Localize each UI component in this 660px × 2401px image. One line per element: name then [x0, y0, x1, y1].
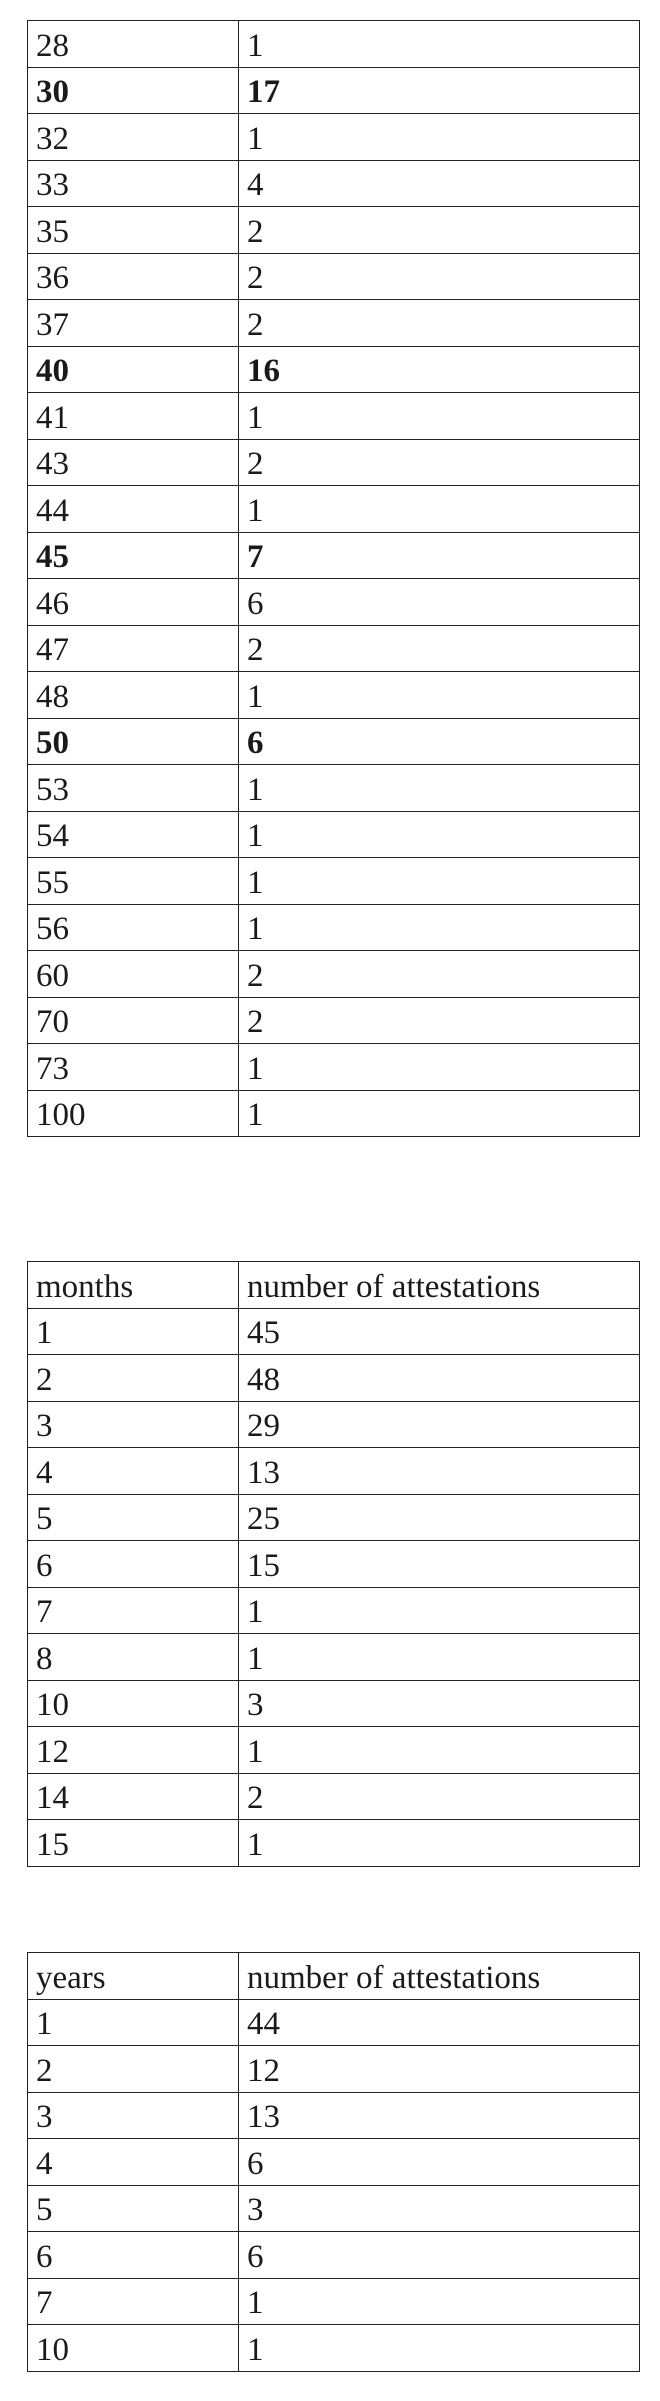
table-header-row: [28, 1953, 640, 2000]
table-row: [28, 2139, 640, 2186]
table-row: [28, 904, 640, 951]
count-cell: 2: [239, 300, 640, 347]
value-cell: 47: [28, 625, 239, 672]
table-row: [28, 532, 640, 579]
table-row: [28, 253, 640, 300]
years-table-body: [28, 1953, 640, 2372]
table-row: [28, 439, 640, 486]
table-row: [28, 393, 640, 440]
value-cell: 3: [28, 2092, 239, 2139]
table-row: [28, 1999, 640, 2046]
table-row: [28, 1727, 640, 1774]
table-row: [28, 1541, 640, 1588]
count-cell: 1: [239, 2278, 640, 2325]
months-table-body: [28, 1262, 640, 1867]
value-cell: 100: [28, 1090, 239, 1137]
table-row: [28, 579, 640, 626]
table-row: [28, 300, 640, 347]
table-row: [28, 2185, 640, 2232]
header-cell-count: number of attestations: [239, 1953, 640, 2000]
table-row: [28, 2278, 640, 2325]
count-cell: 2: [239, 1773, 640, 1820]
count-cell: 6: [239, 579, 640, 626]
table-row: [28, 1773, 640, 1820]
count-cell: 12: [239, 2046, 640, 2093]
count-cell: 7: [239, 532, 640, 579]
value-cell: 60: [28, 951, 239, 998]
count-cell: 13: [239, 1448, 640, 1495]
table-row: [28, 951, 640, 998]
value-cell: 4: [28, 1448, 239, 1495]
table-header-row: [28, 1262, 640, 1309]
value-cell: 32: [28, 114, 239, 161]
table-row: [28, 1090, 640, 1137]
table-row: [28, 625, 640, 672]
value-cell: 14: [28, 1773, 239, 1820]
count-cell: 2: [239, 625, 640, 672]
value-cell: 5: [28, 1494, 239, 1541]
table-row: [28, 811, 640, 858]
count-cell: 2: [239, 997, 640, 1044]
value-cell: 12: [28, 1727, 239, 1774]
table-row: [28, 718, 640, 765]
value-cell: 53: [28, 765, 239, 812]
value-cell: 1: [28, 1308, 239, 1355]
table-row: [28, 1634, 640, 1681]
value-cell: 8: [28, 1634, 239, 1681]
value-cell: 10: [28, 1680, 239, 1727]
table-row: [28, 346, 640, 393]
count-cell: 2: [239, 951, 640, 998]
table-row: [28, 2046, 640, 2093]
count-cell: 1: [239, 393, 640, 440]
value-cell: 1: [28, 1999, 239, 2046]
value-cell: 41: [28, 393, 239, 440]
table-row: [28, 1044, 640, 1091]
table-row: [28, 765, 640, 812]
value-cell: 55: [28, 858, 239, 905]
value-cell: 30: [28, 67, 239, 114]
table-row: [28, 67, 640, 114]
value-cell: 48: [28, 672, 239, 719]
value-cell: 4: [28, 2139, 239, 2186]
table-row: [28, 114, 640, 161]
table-row: [28, 672, 640, 719]
years-table: [27, 1952, 640, 2372]
table-row: [28, 1308, 640, 1355]
count-cell: 1: [239, 486, 640, 533]
header-cell-unit: months: [28, 1262, 239, 1309]
count-cell: 1: [239, 672, 640, 719]
count-cell: 16: [239, 346, 640, 393]
table-row: [28, 1680, 640, 1727]
value-cell: 35: [28, 207, 239, 254]
table-row: [28, 1448, 640, 1495]
value-cell: 7: [28, 1587, 239, 1634]
table-row: [28, 1820, 640, 1867]
table-row: [28, 2092, 640, 2139]
value-cell: 44: [28, 486, 239, 533]
count-cell: 1: [239, 765, 640, 812]
count-cell: 2: [239, 207, 640, 254]
value-cell: 2: [28, 1355, 239, 1402]
table-row: [28, 1401, 640, 1448]
count-cell: 1: [239, 1090, 640, 1137]
table-row: [28, 486, 640, 533]
value-cell: 5: [28, 2185, 239, 2232]
count-cell: 1: [239, 114, 640, 161]
value-cell: 73: [28, 1044, 239, 1091]
count-cell: 2: [239, 439, 640, 486]
value-cell: 43: [28, 439, 239, 486]
table-row: [28, 1587, 640, 1634]
header-cell-unit: years: [28, 1953, 239, 2000]
count-cell: 48: [239, 1355, 640, 1402]
months-table: [27, 1261, 640, 1867]
count-cell: 15: [239, 1541, 640, 1588]
count-cell: 6: [239, 718, 640, 765]
value-cell: 10: [28, 2325, 239, 2372]
value-cell: 56: [28, 904, 239, 951]
value-cell: 33: [28, 160, 239, 207]
count-cell: 6: [239, 2139, 640, 2186]
value-cell: 70: [28, 997, 239, 1044]
table-row: [28, 21, 640, 68]
table-row: [28, 858, 640, 905]
value-cell: 2: [28, 2046, 239, 2093]
count-cell: 1: [239, 1727, 640, 1774]
value-cell: 3: [28, 1401, 239, 1448]
table-row: [28, 2325, 640, 2372]
count-cell: 29: [239, 1401, 640, 1448]
count-cell: 1: [239, 858, 640, 905]
days-table: [27, 20, 640, 1137]
count-cell: 13: [239, 2092, 640, 2139]
table-row: [28, 160, 640, 207]
count-cell: 44: [239, 1999, 640, 2046]
value-cell: 7: [28, 2278, 239, 2325]
count-cell: 1: [239, 2325, 640, 2372]
value-cell: 28: [28, 21, 239, 68]
value-cell: 40: [28, 346, 239, 393]
count-cell: 1: [239, 811, 640, 858]
table-row: [28, 207, 640, 254]
table-row: [28, 997, 640, 1044]
table-row: [28, 1494, 640, 1541]
count-cell: 1: [239, 1634, 640, 1681]
value-cell: 6: [28, 1541, 239, 1588]
value-cell: 46: [28, 579, 239, 626]
count-cell: 4: [239, 160, 640, 207]
count-cell: 2: [239, 253, 640, 300]
value-cell: 54: [28, 811, 239, 858]
count-cell: 3: [239, 2185, 640, 2232]
value-cell: 45: [28, 532, 239, 579]
count-cell: 17: [239, 67, 640, 114]
count-cell: 3: [239, 1680, 640, 1727]
value-cell: 37: [28, 300, 239, 347]
count-cell: 1: [239, 1820, 640, 1867]
table-row: [28, 1355, 640, 1402]
count-cell: 45: [239, 1308, 640, 1355]
count-cell: 1: [239, 21, 640, 68]
count-cell: 1: [239, 904, 640, 951]
count-cell: 6: [239, 2232, 640, 2279]
header-cell-count: number of attestations: [239, 1262, 640, 1309]
table-row: [28, 2232, 640, 2279]
count-cell: 1: [239, 1044, 640, 1091]
count-cell: 1: [239, 1587, 640, 1634]
value-cell: 50: [28, 718, 239, 765]
count-cell: 25: [239, 1494, 640, 1541]
days-table-body: [28, 21, 640, 1137]
value-cell: 36: [28, 253, 239, 300]
value-cell: 6: [28, 2232, 239, 2279]
value-cell: 15: [28, 1820, 239, 1867]
